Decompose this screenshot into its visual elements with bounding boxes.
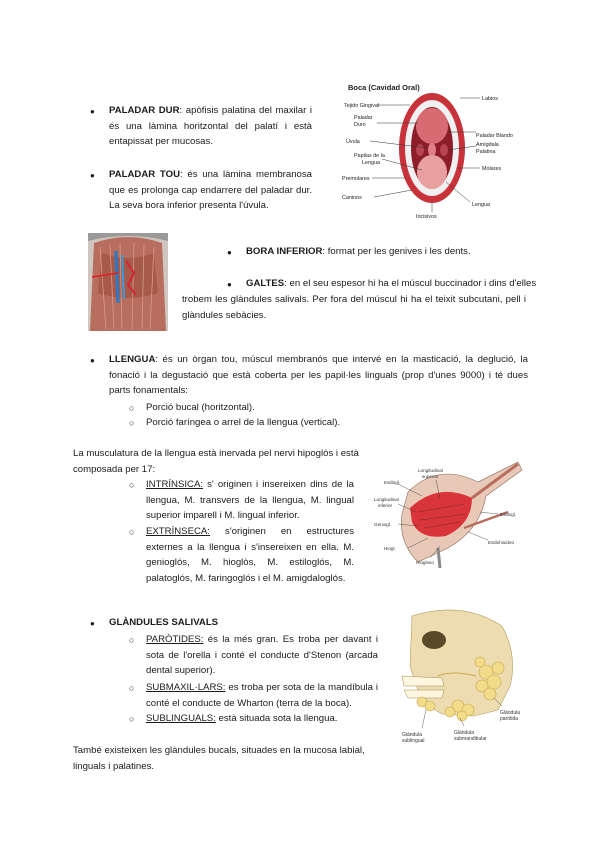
label-caninos: Caninos <box>342 195 362 201</box>
musculatura-intro: La musculatura de la llengua està inervada pel nervi hipoglòs i està composada per 17: <box>73 448 359 475</box>
sublinguals-term: SUBLINGUALS: <box>146 713 216 724</box>
intrinseca-text: s' originen i insereixen dins de la llengua, M. transvers de la llengua, M. lingual superior imparell i M. lingual inferior. <box>146 479 354 521</box>
intrinseca-term: INTRÍNSICA: <box>146 479 204 490</box>
face-muscles-figure <box>88 233 168 331</box>
vein-shape <box>116 251 118 303</box>
extrinseca-text: s'originen en estructures externes a la llengua i s'insereixen en ella. M. genioglós, M. hioglòs, M. estiloglós, M. palatoglós, M. faringoglós i el M. amigdaloglós. <box>146 526 354 584</box>
label-paladar-duro-1: Paladar <box>354 115 373 121</box>
label-sublingual-1: Glándula <box>402 732 423 738</box>
bullet: ● <box>227 248 232 257</box>
paladar-dur-term: PALADAR DUR <box>109 105 180 116</box>
circle-bullet: ○ <box>129 418 135 428</box>
circle-bullet: ○ <box>129 714 135 724</box>
llengua-part-1: Porció bucal (horitzontal). <box>146 402 255 413</box>
label-papilas-2: Lengua <box>362 160 380 166</box>
label-submandibular-2: submandibular <box>454 736 487 742</box>
bullet: ● <box>90 356 95 365</box>
tonsil-left <box>416 144 424 156</box>
label-papilas-1: Papilas de la <box>354 153 385 159</box>
label-longitudinal-sup-2: superior <box>422 474 439 479</box>
label-amigdala-2: Palatina <box>476 149 496 155</box>
submaxil-term: SUBMAXIL·LARS: <box>146 682 226 693</box>
paladar-tou-term: PALADAR TOU <box>109 169 180 180</box>
bora-inferior-term: BORA INFERIOR <box>246 246 323 257</box>
palate-shape <box>416 108 448 144</box>
label-parotida-1: Glándula <box>500 710 521 716</box>
bora-inferior-paragraph <box>246 244 536 260</box>
circle-bullet: ○ <box>129 683 135 693</box>
label-premolares: Premolares <box>342 176 370 182</box>
label-amigdala-1: Amígdala <box>476 142 499 148</box>
label-longitudinal-sup-1: Longitudinal <box>418 468 443 473</box>
label-submandibular-1: Glándula <box>454 730 475 736</box>
intrinseca-paragraph <box>146 477 354 524</box>
label-geniogl: Geniogl. <box>374 522 392 527</box>
llengua-paragraph <box>109 352 528 399</box>
galtes-continuation <box>182 292 526 323</box>
label-estilohioideo: Estilohioideo <box>488 540 515 545</box>
sublinguals-text: està situada sota la llengua. <box>215 713 338 724</box>
galtes-first-line <box>246 276 540 292</box>
bullet: ● <box>90 619 95 628</box>
label-labios: Labios <box>482 96 498 102</box>
label-uvula: Úvula <box>346 139 360 145</box>
label-longitudinal-inf-2: inferior <box>378 503 393 508</box>
oral-cavity-title: Boca (Cavidad Oral) <box>348 83 420 92</box>
label-longitudinal-inf-1: Longitudinal <box>374 497 399 502</box>
circle-bullet: ○ <box>129 403 135 413</box>
bora-inferior-text: : format per les genives i les dents. <box>322 246 471 257</box>
submaxil-paragraph <box>146 680 378 711</box>
bullet: ● <box>90 107 95 116</box>
paladar-dur-paragraph <box>109 103 312 150</box>
galtes-term: GALTES <box>246 278 285 289</box>
submaxil-text: es troba per sota de la mandíbula i conté el conducte de Wharton (terra de la boca). <box>146 682 378 709</box>
llengua-text: : és un òrgan tou, múscul membranós que intervé en la masticació, la deglució, la fonació i la degustació que està coberta per les papil·les linguals (prop d'unes 9000) i té dues parts fonamentals: <box>109 354 528 396</box>
tongue-muscles-figure <box>368 452 530 576</box>
label-hiogl: Hiogl. <box>384 546 396 551</box>
bullet: ● <box>227 280 232 289</box>
label-sublingual-2: sublingual <box>402 738 425 744</box>
uvula-shape <box>428 143 436 157</box>
glandules-heading: GLÀNDULES SALIVALS <box>109 617 219 628</box>
label-tejido: Tejido Gingival <box>344 103 380 109</box>
llengua-term: LLENGUA <box>109 354 156 365</box>
label-estilogl-right: Estilogl. <box>500 512 517 517</box>
paladar-tou-paragraph <box>109 167 312 214</box>
galtes-text-first: : en el seu espesor hi ha el múscul buccinador i dins d'elles <box>284 278 537 289</box>
galtes-text-rest: trobem les glàndules salivals. Per fora del múscul hi ha el teixit subcutani, pell i glàndules sebàcies. <box>182 294 526 321</box>
oral-cavity-figure <box>340 78 530 220</box>
label-parotida-2: parótida <box>500 716 519 722</box>
label-molares: Molares <box>482 166 502 172</box>
llengua-part-2: Porció faríngea o arrel de la llengua (vertical). <box>146 417 341 428</box>
salivary-glands-figure <box>382 606 532 754</box>
label-estilogl: Estilogl. <box>384 480 401 485</box>
glandules-footer: També existeixen les glàndules bucals, situades en la mucosa labial, linguals i palatines. <box>73 745 365 772</box>
tongue-shape <box>417 155 447 189</box>
paladar-tou-text: : és una làmina membranosa que es prolonga cap endarrere del paladar dur. La seva bora inferior presenta l'úvula. <box>109 169 312 211</box>
label-hiogloso: Hiogloso <box>416 560 434 565</box>
tonsil-right <box>440 144 448 156</box>
circle-bullet: ○ <box>129 527 135 537</box>
extrinseca-paragraph <box>146 524 354 586</box>
label-paladar-blando: Paladar Blando <box>476 133 513 139</box>
extrinseca-term: EXTRÍNSECA: <box>146 526 210 537</box>
bullet: ● <box>90 171 95 180</box>
label-lengua: Lengua <box>472 202 490 208</box>
parotides-text: és la més gran. Es troba per davant i sota de l'orella i conté el conducte d'Stenon (arcada dental superior). <box>146 634 378 676</box>
parotides-term: PARÒTIDES: <box>146 634 204 645</box>
parotides-paragraph <box>146 632 378 679</box>
label-incisivos: Incisivos <box>416 214 437 220</box>
paladar-dur-text: : apòfisis palatina del maxilar i és una làmina horitzontal del palatí i està entapissat per mucosas. <box>109 105 313 147</box>
sublinguals-paragraph <box>146 711 378 727</box>
circle-bullet: ○ <box>129 480 135 490</box>
label-paladar-duro-2: Duro <box>354 122 366 128</box>
circle-bullet: ○ <box>129 635 135 645</box>
